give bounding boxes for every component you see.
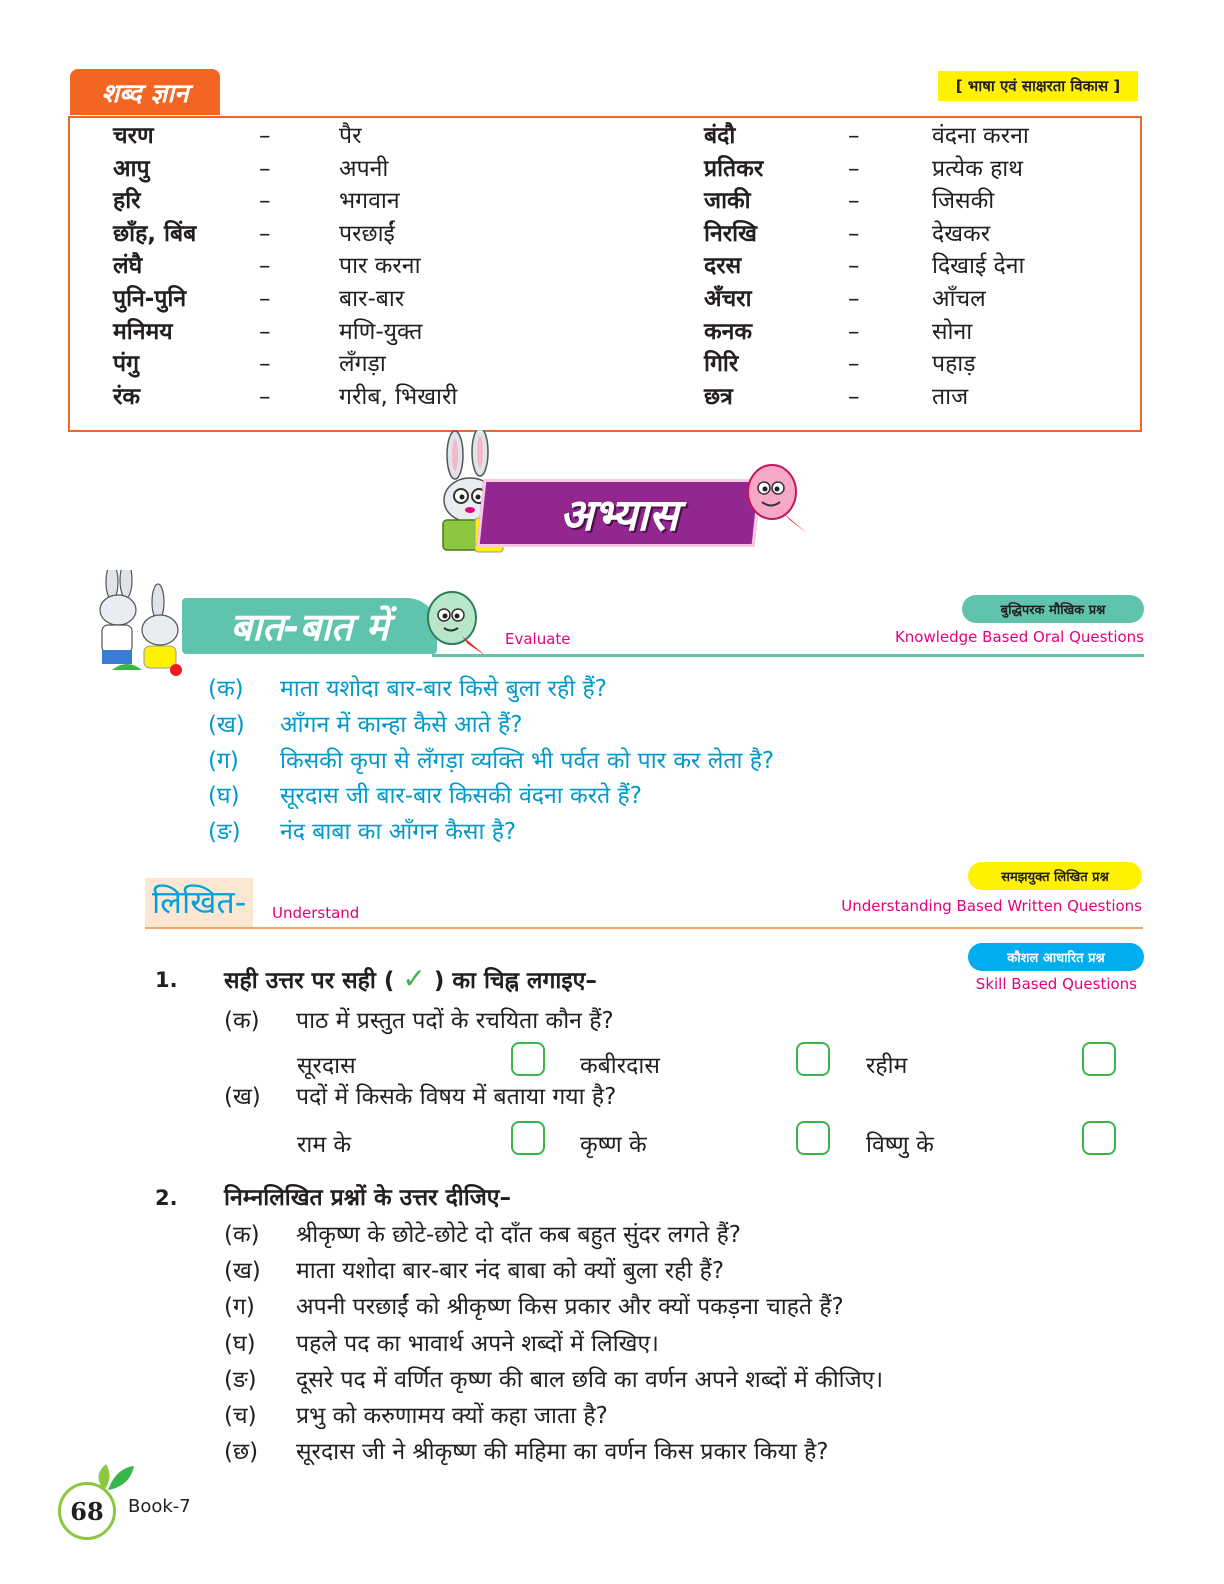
vocab-word: पुनि-पुनि — [113, 286, 187, 312]
answer-option: कृष्ण के — [580, 1132, 647, 1158]
vocab-meaning: जिसकी — [932, 188, 995, 215]
vocab-word: चरण — [113, 123, 154, 149]
mcq-question — [224, 1080, 1124, 1114]
answer-option: कबीरदास — [580, 1053, 660, 1079]
vocab-dash: – — [848, 123, 860, 149]
question-label: (ख) — [224, 1258, 261, 1285]
vocab-dash: – — [848, 155, 860, 182]
question-text: माता यशोदा बार-बार नंद बाबा को क्यों बुला रही हैं? — [296, 1258, 725, 1285]
question-label: (ख) — [208, 711, 245, 738]
vocab-row — [704, 250, 1124, 282]
likhit-title: लिखित- — [152, 883, 247, 921]
vocab-word: रंक — [113, 383, 141, 410]
divider — [432, 654, 1144, 657]
vocab-dash: – — [259, 220, 271, 247]
question-label: (क) — [208, 676, 244, 702]
rabbits-playing-icon — [72, 570, 187, 678]
vocab-row — [704, 348, 1124, 380]
vocab-dash: – — [259, 286, 271, 312]
vocab-dash: – — [259, 155, 271, 182]
question-text: माता यशोदा बार-बार किसे बुला रही हैं? — [280, 676, 607, 702]
vocab-row — [113, 381, 533, 413]
vocab-row — [704, 283, 1124, 315]
question-label: (ख) — [224, 1084, 261, 1110]
shabd-gyan-title: शब्द ज्ञान — [70, 69, 220, 115]
vocab-dash: – — [259, 318, 271, 345]
question-1-heading-a: सही उत्तर पर सही ( — [224, 968, 395, 994]
vocab-row — [113, 218, 533, 250]
vocab-row — [113, 348, 533, 380]
vocab-row — [704, 381, 1124, 413]
vocab-dash: – — [848, 253, 860, 280]
literacy-tag: [ भाषा एवं साक्षरता विकास ] — [938, 71, 1138, 101]
vocab-word: हरि — [113, 188, 141, 215]
question-2-heading: निम्नलिखित प्रश्नों के उत्तर दीजिए– — [224, 1185, 511, 1211]
vocab-dash: – — [848, 286, 860, 312]
answer-checkbox[interactable] — [511, 1121, 545, 1155]
vocab-row — [704, 120, 1124, 152]
question-text: नंद बाबा का आँगन कैसा है? — [280, 819, 517, 846]
answer-checkbox[interactable] — [1082, 1121, 1116, 1155]
baat-baat-title: बात-बात में — [230, 605, 389, 649]
question-text: पदों में किसके विषय में बताया गया है? — [296, 1084, 617, 1110]
vocab-row — [704, 153, 1124, 185]
vocab-row — [113, 250, 533, 282]
vocab-word: जाकी — [704, 188, 751, 215]
skill-questions-tag: कौशल आधारित प्रश्न — [968, 943, 1144, 971]
skill-questions-tag-en: Skill Based Questions — [975, 975, 1137, 993]
abhyas-title: अभ्यास — [559, 490, 679, 541]
written-question — [224, 1218, 1124, 1252]
answer-checkbox[interactable] — [511, 1042, 545, 1076]
vocab-dash: – — [848, 351, 860, 378]
divider — [145, 927, 1143, 929]
oral-questions-tag: बुद्धिपरक मौखिक प्रश्न — [962, 595, 1144, 623]
oral-question — [208, 672, 1108, 706]
vocab-row — [113, 185, 533, 217]
vocab-dash: – — [848, 220, 860, 247]
book-label: Book-7 — [128, 1496, 191, 1517]
question-label: (छ) — [224, 1439, 259, 1466]
question-text: पहले पद का भावार्थ अपने शब्दों में लिखिए। — [296, 1330, 659, 1357]
question-text: पाठ में प्रस्तुत पदों के रचयिता कौन हैं? — [296, 1008, 614, 1034]
question-label: (च) — [224, 1403, 257, 1429]
vocab-word: मनिमय — [113, 318, 173, 345]
question-text: आँगन में कान्हा कैसे आते हैं? — [280, 711, 523, 738]
question-label: (क) — [224, 1222, 260, 1248]
vocab-dash: – — [848, 188, 860, 215]
vocab-meaning: पार करना — [339, 253, 421, 280]
question-text: सूरदास जी बार-बार किसकी वंदना करते हैं? — [280, 783, 642, 810]
vocab-meaning: गरीब, भिखारी — [339, 383, 458, 410]
vocab-word: लंघै — [113, 253, 143, 280]
bulb-mascot-icon — [422, 588, 492, 663]
answer-option: सूरदास — [297, 1053, 356, 1079]
vocab-word: निरखि — [704, 220, 757, 247]
written-question — [224, 1290, 1124, 1324]
written-questions-tag: समझयुक्त लिखित प्रश्न — [968, 862, 1142, 890]
vocab-dash: – — [259, 253, 271, 280]
answer-checkbox[interactable] — [1082, 1042, 1116, 1076]
vocab-dash: – — [259, 123, 271, 149]
question-text: सूरदास जी ने श्रीकृष्ण की महिमा का वर्णन किस प्रकार किया है? — [296, 1439, 829, 1466]
vocab-meaning: अपनी — [339, 155, 389, 182]
written-question — [224, 1363, 1124, 1397]
written-questions-tag-en: Understanding Based Written Questions — [841, 897, 1142, 915]
answer-checkbox[interactable] — [796, 1121, 830, 1155]
question-text: श्रीकृष्ण के छोटे-छोटे दो दाँत कब बहुत सुंदर लगते हैं? — [296, 1222, 741, 1248]
vocab-word: प्रतिकर — [704, 155, 764, 182]
oral-question — [208, 779, 1108, 813]
vocab-meaning: दिखाई देना — [932, 253, 1025, 280]
vocab-word: गिरि — [704, 351, 739, 378]
oral-questions-tag-en: Knowledge Based Oral Questions — [894, 628, 1144, 646]
vocab-dash: – — [259, 383, 271, 410]
question-label: (क) — [224, 1008, 260, 1034]
question-text: प्रभु को करुणामय क्यों कहा जाता है? — [296, 1403, 608, 1429]
vocab-meaning: लँगड़ा — [339, 351, 386, 378]
vocab-row — [704, 218, 1124, 250]
vocab-meaning: परछाईं — [339, 220, 395, 247]
vocab-meaning: प्रत्येक हाथ — [932, 155, 1023, 182]
vocab-meaning: पैर — [339, 123, 362, 149]
question-text: अपनी परछाईं को श्रीकृष्ण किस प्रकार और क्यों पकड़ना चाहते हैं? — [296, 1294, 844, 1321]
vocab-word: कनक — [704, 318, 753, 345]
vocab-row — [113, 283, 533, 315]
vocab-row — [113, 316, 533, 348]
vocab-dash: – — [259, 351, 271, 378]
evaluate-label: Evaluate — [505, 630, 571, 648]
vocab-row — [704, 316, 1124, 348]
oral-question — [208, 815, 1108, 849]
answer-checkbox[interactable] — [796, 1042, 830, 1076]
vocab-dash: – — [848, 318, 860, 345]
page-number: 68 — [58, 1482, 116, 1540]
written-question — [224, 1254, 1124, 1288]
answer-option: राम के — [297, 1132, 352, 1158]
vocab-word: दरस — [704, 253, 742, 280]
vocab-meaning: ताज — [932, 383, 969, 410]
vocab-dash: – — [259, 188, 271, 215]
question-label: (घ) — [224, 1330, 256, 1357]
vocab-dash: – — [848, 383, 860, 410]
understand-label: Understand — [272, 904, 360, 922]
question-text: दूसरे पद में वर्णित कृष्ण की बाल छवि का वर्णन अपने शब्दों में कीजिए। — [296, 1366, 884, 1393]
vocab-meaning: आँचल — [932, 286, 986, 312]
pencil-mascot-icon — [742, 462, 812, 542]
answer-option: विष्णु के — [866, 1132, 934, 1158]
question-1-heading — [224, 962, 597, 995]
vocab-meaning: पहाड़ — [932, 351, 976, 378]
vocab-word: अँचरा — [704, 286, 752, 312]
written-question — [224, 1327, 1124, 1361]
question-label: (ग) — [224, 1294, 255, 1321]
answer-option: रहीम — [866, 1053, 908, 1079]
vocab-word: छाँह, बिंब — [113, 220, 197, 247]
vocab-row — [113, 153, 533, 185]
mcq-question — [224, 1004, 1124, 1038]
vocab-row — [113, 120, 533, 152]
question-label: (ङ) — [208, 819, 241, 846]
question-label: (ङ) — [224, 1366, 257, 1393]
question-1-number: 1. — [155, 968, 178, 992]
vocab-meaning: बार-बार — [339, 286, 405, 312]
question-label: (ग) — [208, 747, 239, 774]
vocab-meaning: देखकर — [932, 220, 991, 247]
question-1-heading-b: ) का चिह्न लगाइए– — [433, 968, 597, 994]
vocab-meaning: वंदना करना — [932, 123, 1029, 149]
vocab-word: आपु — [113, 155, 150, 182]
oral-question — [208, 744, 1108, 778]
vocab-word: पंगु — [113, 351, 140, 378]
question-label: (घ) — [208, 783, 240, 810]
vocab-word: बंदौ — [704, 123, 736, 149]
written-question — [224, 1399, 1124, 1433]
tick-icon: ✓ — [402, 962, 426, 995]
vocab-row — [704, 185, 1124, 217]
written-question — [224, 1435, 1124, 1469]
vocab-meaning: भगवान — [339, 188, 400, 215]
question-text: किसकी कृपा से लँगड़ा व्यक्ति भी पर्वत को पार कर लेता है? — [280, 747, 775, 774]
vocab-meaning: सोना — [932, 318, 973, 345]
vocab-word: छत्र — [704, 383, 733, 410]
vocab-meaning: मणि-युक्त — [339, 318, 423, 345]
question-2-number: 2. — [155, 1186, 178, 1210]
oral-question — [208, 708, 1108, 742]
